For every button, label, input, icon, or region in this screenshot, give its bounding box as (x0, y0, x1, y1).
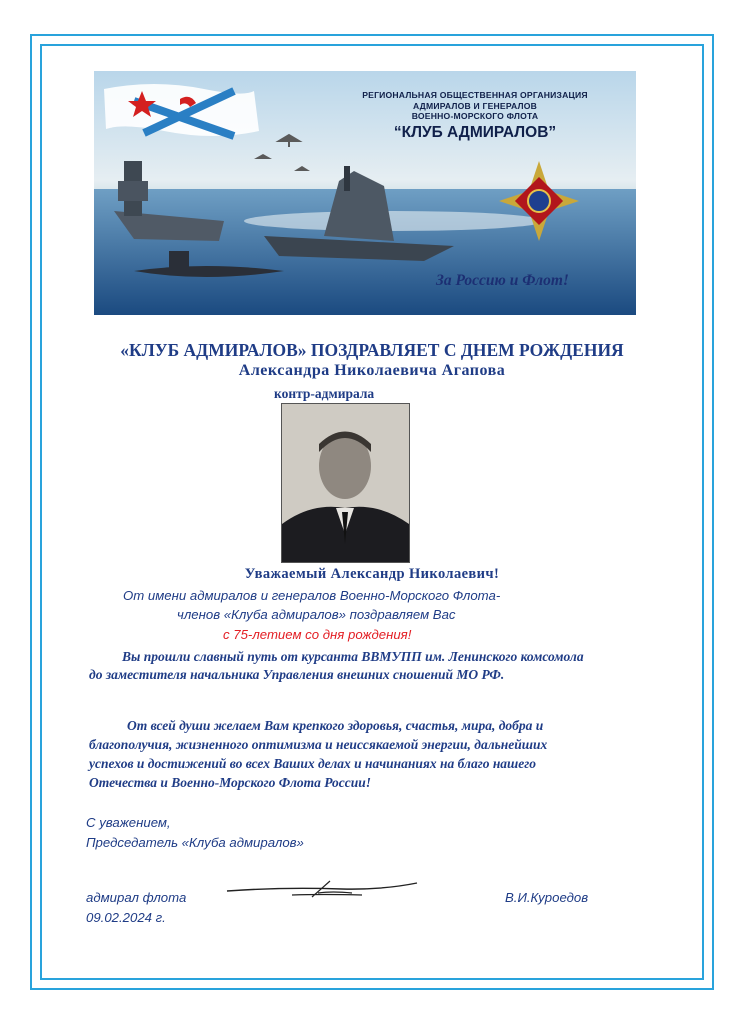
wishes-line: благополучия, жизненного оптимизма и неиссякаемой энергии, дальнейших (89, 737, 548, 752)
wishes-line: успехов и достижений во всех Ваших делах и начинаниях на благо нашего (89, 756, 537, 771)
org-line: ВОЕННО-МОРСКОГО ФЛОТА (411, 111, 539, 121)
signer-name: В.И.Куроедов (505, 890, 589, 905)
career-line: Вы прошли славный путь от курсанта ВВМУПП им. Ленинского комсомола (122, 649, 584, 664)
greeting: Уважаемый Александр Николаевич! (244, 566, 500, 582)
honoree-name: Александра Николаевича Агапова (238, 362, 506, 379)
anniversary-line: с 75-летием со дня рождения! (223, 627, 412, 642)
club-name: “КЛУБ АДМИРАЛОВ” (393, 124, 557, 141)
portrait-photo (281, 403, 410, 563)
document-date: 09.02.2024 г. (86, 910, 166, 925)
handwritten-signature (222, 873, 422, 903)
org-line: РЕГИОНАЛЬНАЯ ОБЩЕСТВЕННАЯ ОРГАНИЗАЦИЯ (362, 90, 588, 100)
intro-line: От имени адмиралов и генералов Военно-Морского Флота- (123, 588, 501, 603)
org-line: АДМИРАЛОВ И ГЕНЕРАЛОВ (412, 100, 538, 111)
career-line: до заместителя начальника Управления внешних сношений МО РФ. (89, 667, 505, 682)
signer-title: адмирал флота (86, 890, 187, 905)
wishes-line: Отечества и Военно-Морского Флота России! (89, 775, 372, 790)
organization-name (320, 90, 630, 122)
motto: За Россию и Флот! (436, 272, 569, 289)
regards: С уважением, (86, 815, 171, 830)
honoree-rank: контр-адмирала (274, 386, 375, 401)
wishes-line: От всей души желаем Вам крепкого здоровья, счастья, мира, добра и (127, 718, 544, 733)
signer-position: Председатель «Клуба адмиралов» (86, 835, 304, 850)
intro-line: членов «Клуба адмиралов» поздравляем Вас (177, 607, 456, 622)
congratulation-heading: «КЛУБ АДМИРАЛОВ» ПОЗДРАВЛЯЕТ С ДНЕМ РОЖДЕНИЯ (120, 340, 624, 360)
